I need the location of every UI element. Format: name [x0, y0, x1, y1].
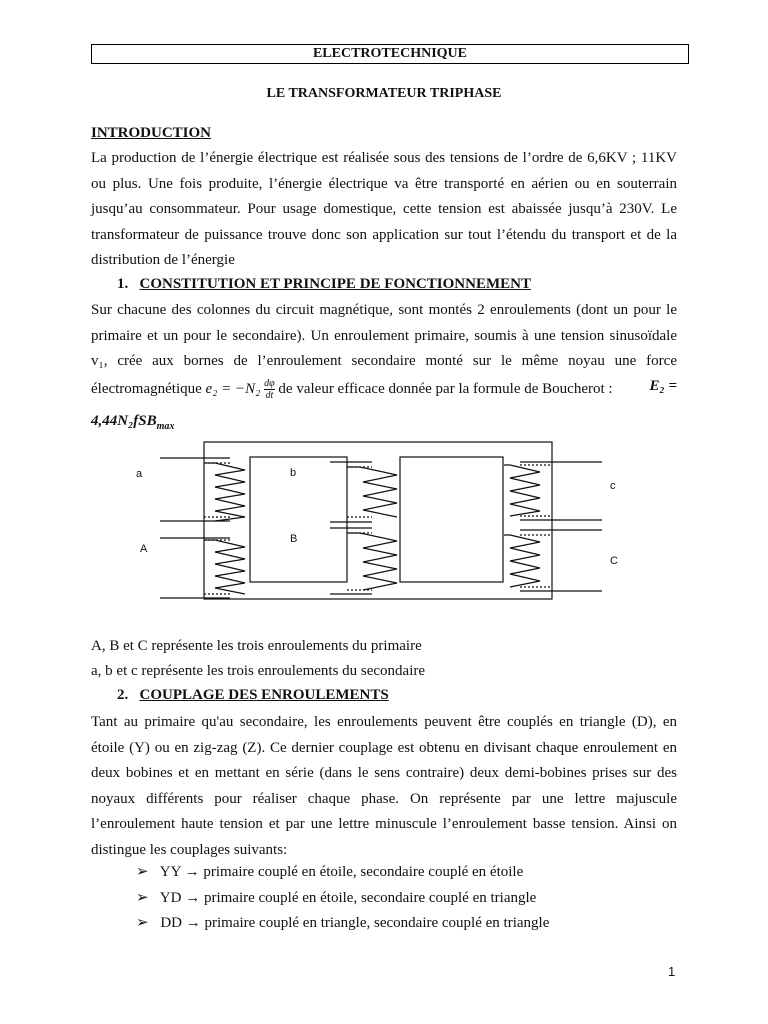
section1-line: primaire et un pour le secondaire). Un enroulement primaire, soumis à une tension sinusoïdale	[91, 327, 677, 344]
arrow-right-icon: →	[184, 864, 200, 880]
section2-paragraph	[91, 710, 677, 863]
intro-heading: INTRODUCTION	[91, 125, 212, 141]
intro-line: jusqu’au consommateur. Pour usage domestique, cette tension est abaissée jusqu’à 230V. Le	[91, 201, 677, 217]
formula-prefix: électromagnétique	[91, 380, 202, 397]
coupling-item-yd	[136, 888, 536, 907]
section2-number: 2.	[117, 687, 129, 703]
section1-line: v₁, crée aux bornes de l’enroulement secondaire monté sur le même noyau une force	[91, 353, 677, 369]
section2-title: COUPLAGE DES ENROULEMENTS	[139, 687, 389, 703]
label-b: b	[290, 467, 297, 479]
coil-middle-lower	[348, 533, 397, 590]
section1-number: 1.	[117, 276, 129, 292]
page-number: 1	[668, 964, 676, 979]
intro-line: transformateur de puissance trouve donc son application sur tout l’étendu du transport et de la	[91, 226, 677, 243]
coupling-desc: primaire couplé en triangle, secondaire couplé en triangle	[204, 915, 550, 931]
coil-middle-upper	[348, 467, 397, 517]
section2-line: noyaux différents pour réaliser chaque phase. On représente par une lettre majuscule	[91, 790, 677, 807]
boucherot-lhs: E₂ =	[649, 378, 677, 394]
formula-e2: e₂ = −N₂	[205, 380, 261, 397]
intro-line: distribution de l’énergie	[91, 252, 235, 268]
boucherot-expression: 4,44N₂fSB	[91, 413, 157, 429]
caption-secondary: a, b et c représente les trois enroulements du secondaire	[91, 663, 426, 679]
coil-right-upper	[504, 465, 540, 516]
coil-right-lower	[504, 535, 540, 587]
label-A: A	[140, 543, 148, 555]
label-a: a	[136, 468, 143, 480]
arrow-right-icon: →	[185, 890, 201, 906]
coupling-desc: primaire couplé en étoile, secondaire couplé en triangle	[203, 890, 537, 906]
section2-heading	[117, 687, 389, 704]
bullet-arrow-icon: ➢	[136, 915, 149, 931]
formula-denominator: dt	[265, 390, 274, 401]
document-title: LE TRANSFORMATEUR TRIPHASE	[266, 86, 502, 101]
section2-line: Tant au primaire qu'au secondaire, les enroulements peuvent être couplés en triangle (D), en	[91, 714, 677, 730]
core-window-right	[400, 457, 503, 582]
coupling-desc: primaire couplé en étoile, secondaire couplé en étoile	[203, 864, 524, 880]
bullet-arrow-icon: ➢	[136, 890, 149, 906]
coupling-item-yy	[136, 862, 523, 881]
arrow-right-icon: →	[185, 915, 201, 931]
coupling-item-dd	[136, 913, 549, 932]
core-window-left	[250, 457, 347, 582]
label-C: C	[610, 555, 618, 567]
coil-left-lower	[205, 540, 245, 594]
section1-line: Sur chacune des colonnes du circuit magnétique, sont montés 2 enroulements (dont un pour le	[91, 302, 677, 318]
coupling-code: YY	[159, 864, 181, 880]
section1-title: CONSTITUTION ET PRINCIPE DE FONCTIONNEMENT	[139, 276, 531, 292]
bullet-arrow-icon: ➢	[136, 864, 149, 880]
section2-line: l’enroulement haute tension et par une lettre minuscule l’enroulement basse tension. Ainsi on	[91, 816, 677, 832]
intro-line: ou plus. Une fois produite, l’énergie électrique va être transporté en aérien ou en souterrain	[91, 175, 677, 192]
section2-line: étoile (Y) ou en zig-zag (Z). Ce dernier couplage est obtenu en divisant chaque enroulement en	[91, 739, 677, 756]
boucherot-subscript: max	[156, 421, 175, 432]
coil-left-upper	[205, 463, 245, 521]
section2-line: distingue les couplages suivants:	[91, 841, 288, 858]
label-c: c	[610, 480, 616, 492]
header-title-box: ELECTROTECHNIQUE	[91, 44, 689, 64]
coupling-code: YD	[159, 890, 182, 906]
core-outer	[204, 442, 552, 599]
formula-suffix: de valeur efficace donnée par la formule de Boucherot :	[278, 380, 613, 397]
caption-primary: A, B et C représente les trois enroulements du primaire	[91, 638, 422, 654]
formula-numerator: dφ	[264, 378, 275, 389]
coupling-code: DD	[160, 915, 182, 931]
section2-line: deux bobines et en mettant en série (dans le sens contraire) deux demi-bobines prises sur des	[91, 765, 677, 781]
intro-line: La production de l’énergie électrique est réalisée sous des tensions de l’ordre de 6,6KV ; 11KV	[91, 150, 677, 166]
label-B: B	[290, 533, 298, 545]
